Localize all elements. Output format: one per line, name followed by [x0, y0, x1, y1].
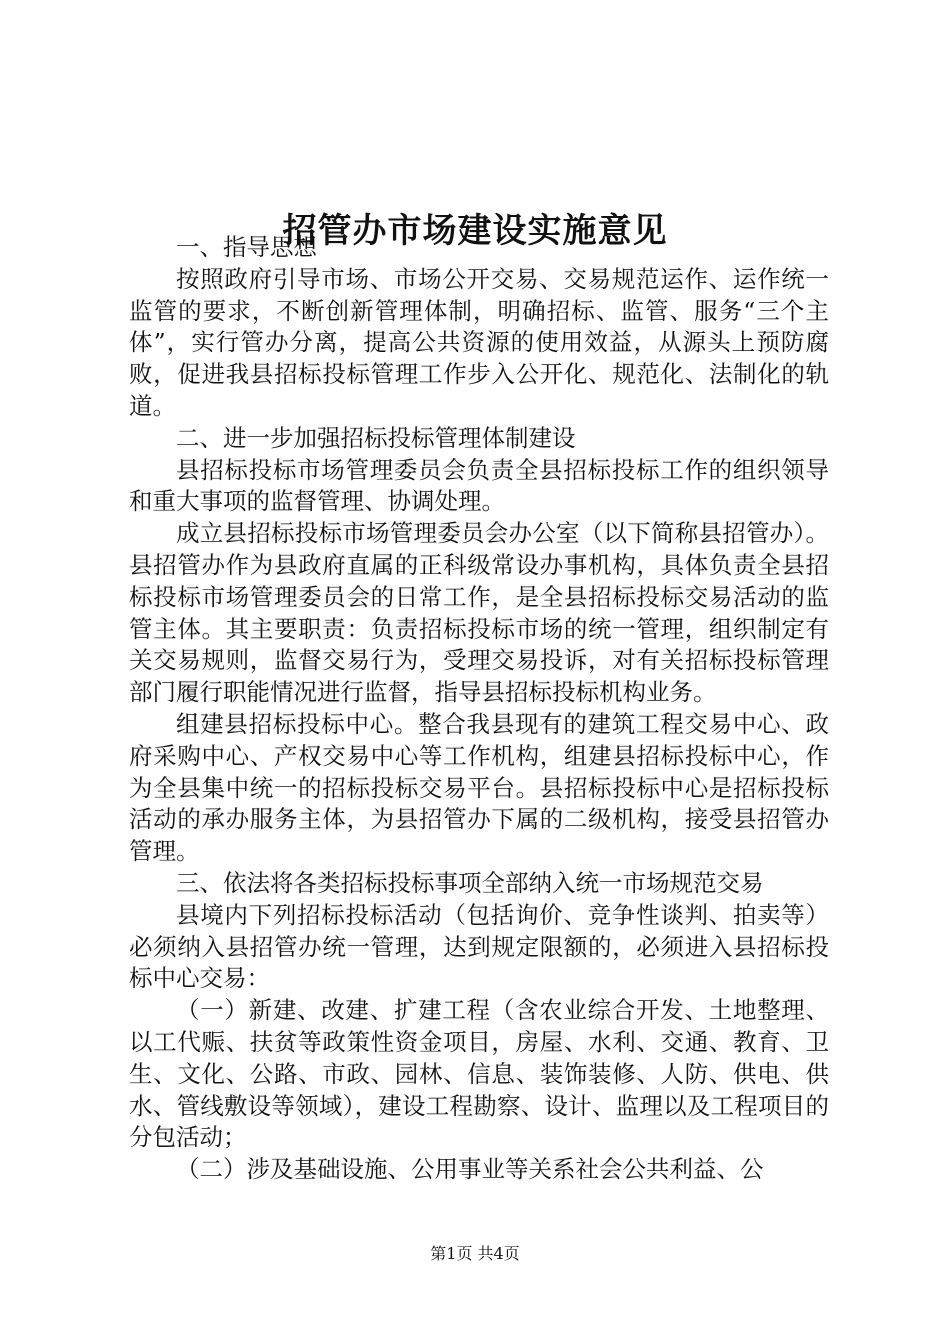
section-heading: 二、进一步加强招标投标管理体制建设	[176, 423, 576, 452]
document-body	[129, 232, 829, 1186]
list-item-paragraph: （一）新建、改建、扩建工程（含农业综合开发、土地整理、以工代赈、扶贫等政策性资金项目，房屋、水利、交通、教育、卫生、文化、公路、市政、园林、信息、装饰装修、人防、供电、供水、管线敷设等领域），建设工程勘察、设计、监理以及工程项目的分包活动；	[129, 996, 829, 1152]
body-paragraph: 组建县招标投标中心。整合我县现有的建筑工程交易中心、政府采购中心、产权交易中心等工作机构，组建县招标投标中心，作为全县集中统一的招标投标交易平台。县招标投标中心是招标投标活动的承办服务主体，为县招管办下属的二级机构，接受县招管办管理。	[129, 709, 829, 866]
page-footer: 第1页 共4页	[430, 1244, 520, 1263]
body-paragraph: 按照政府引导市场、市场公开交易、交易规范运作、运作统一监管的要求，不断创新管理体制，明确招标、监管、服务“三个主体”，实行管办分离，提高公共资源的使用效益，从源头上预防腐败，促进我县招标投标管理工作步入公开化、规范化、法制化的轨道。	[129, 264, 829, 420]
section-heading: 一、指导思想	[176, 233, 317, 261]
body-paragraph: 县招标投标市场管理委员会负责全县招标投标工作的组织领导和重大事项的监督管理、协调处理。	[129, 455, 829, 516]
body-paragraph: 县境内下列招标投标活动（包括询价、竞争性谈判、拍卖等）必须纳入县招管办统一管理，达到规定限额的，必须进入县招标投标中心交易：	[129, 900, 829, 993]
document-title: 招管办市场建设实施意见	[282, 210, 668, 251]
list-item-paragraph: （二）涉及基础设施、公用事业等关系社会公共利益、公	[176, 1155, 764, 1184]
body-paragraph: 成立县招标投标市场管理委员会办公室（以下简称县招管办）。县招管办作为县政府直属的正科级常设办事机构，具体负责全县招标投标市场管理委员会的日常工作，是全县招标投标交易活动的监管主体。其主要职责：负责招标投标市场的统一管理，组织制定有关交易规则，监督交易行为，受理交易投诉，对有关招标投标管理部门履行职能情况进行监督，指导县招标投标机构业务。	[129, 519, 829, 707]
section-heading: 三、依法将各类招标投标事项全部纳入统一市场规范交易	[176, 868, 764, 897]
